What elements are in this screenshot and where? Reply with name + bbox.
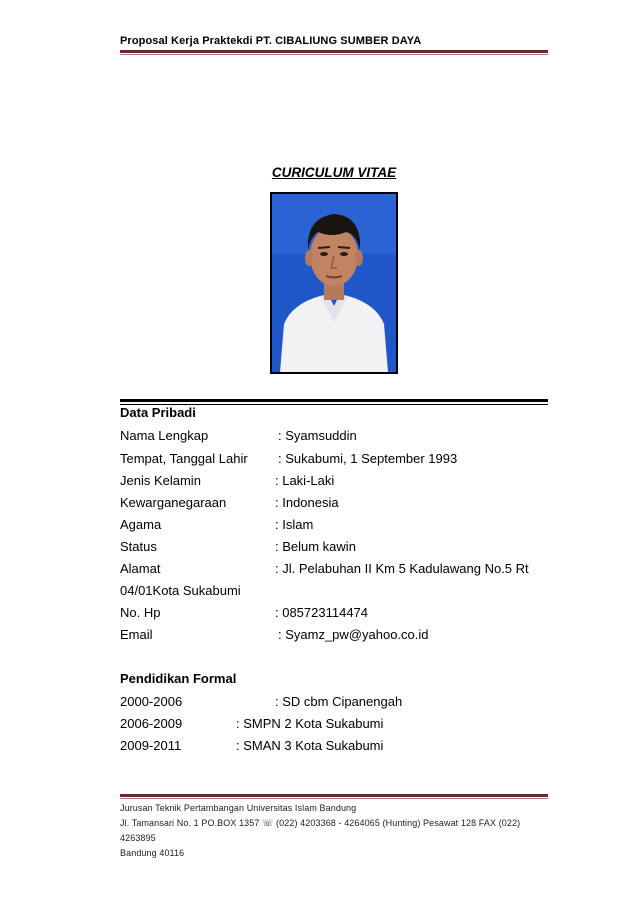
row-label: 2006-2009 — [120, 716, 183, 731]
row-value: : Syamz_pw@yahoo.co.id — [278, 627, 429, 642]
personal-row-email — [120, 627, 429, 642]
row-label: 2000-2006 — [120, 694, 183, 709]
row-value: : Islam — [275, 517, 314, 532]
row-value: : Indonesia — [275, 495, 339, 510]
row-label: Agama — [120, 517, 162, 532]
education-row-smp — [120, 716, 384, 731]
row-value: : Syamsuddin — [278, 428, 357, 443]
row-label: Alamat — [120, 561, 161, 576]
education-heading: Pendidikan Formal — [120, 671, 237, 686]
section-separator — [120, 399, 548, 402]
row-value: : Sukabumi, 1 September 1993 — [278, 451, 458, 466]
portrait-photo — [270, 192, 398, 374]
footer-rule-thin — [120, 798, 548, 799]
row-value: : Belum kawin — [275, 539, 356, 554]
row-label: Email — [120, 627, 153, 642]
footer-line-4: Bandung 40116 — [120, 848, 185, 858]
row-label: Jenis Kelamin — [120, 473, 201, 488]
header-rule — [120, 50, 548, 53]
row-value: : SD cbm Cipanengah — [275, 694, 403, 709]
row-value: : 085723114474 — [275, 605, 369, 620]
personal-row-phone — [120, 605, 369, 620]
footer-line-1: Jurusan Teknik Pertambangan Universitas Islam Bandung — [120, 803, 357, 813]
personal-row-religion — [120, 517, 314, 532]
footer-line-3: 4263895 — [120, 833, 156, 843]
footer-rule — [120, 794, 548, 797]
education-row-sma — [120, 738, 384, 753]
row-label: Status — [120, 539, 157, 554]
footer-line-2: Jl. Tamansari No. 1 PO.BOX 1357 ☏ (022) 4203368 - 4264065 (Hunting) Pesawat 128 FAX (022) — [120, 818, 521, 828]
row-value: : SMPN 2 Kota Sukabumi — [236, 716, 384, 731]
personal-row-gender — [120, 473, 335, 488]
row-label: 04/01Kota Sukabumi — [120, 583, 241, 598]
row-label: No. Hp — [120, 605, 161, 620]
row-value: : SMAN 3 Kota Sukabumi — [236, 738, 384, 753]
page-header-title: Proposal Kerja Praktekdi PT. CIBALIUNG SUMBER DAYA — [120, 35, 422, 47]
education-row-sd — [120, 694, 403, 709]
portrait-icon — [272, 194, 396, 372]
personal-row-status — [120, 539, 356, 554]
personal-row-birth — [120, 451, 458, 466]
row-label: Tempat, Tanggal Lahir — [120, 451, 248, 466]
row-value: : Jl. Pelabuhan II Km 5 Kadulawang No.5 Rt — [275, 561, 529, 576]
personal-data-heading: Data Pribadi — [120, 405, 196, 420]
personal-row-address — [120, 561, 529, 576]
cv-title: CURICULUM VITAE — [271, 165, 397, 180]
row-label: Nama Lengkap — [120, 428, 209, 443]
personal-row-name — [120, 428, 357, 443]
personal-row-citizenship — [120, 495, 339, 510]
row-label: 2009-2011 — [120, 738, 182, 753]
row-value: : Laki-Laki — [275, 473, 335, 488]
row-label: Kewarganegaraan — [120, 495, 227, 510]
personal-row-address-cont — [120, 583, 241, 598]
header-rule-thin — [120, 54, 548, 55]
